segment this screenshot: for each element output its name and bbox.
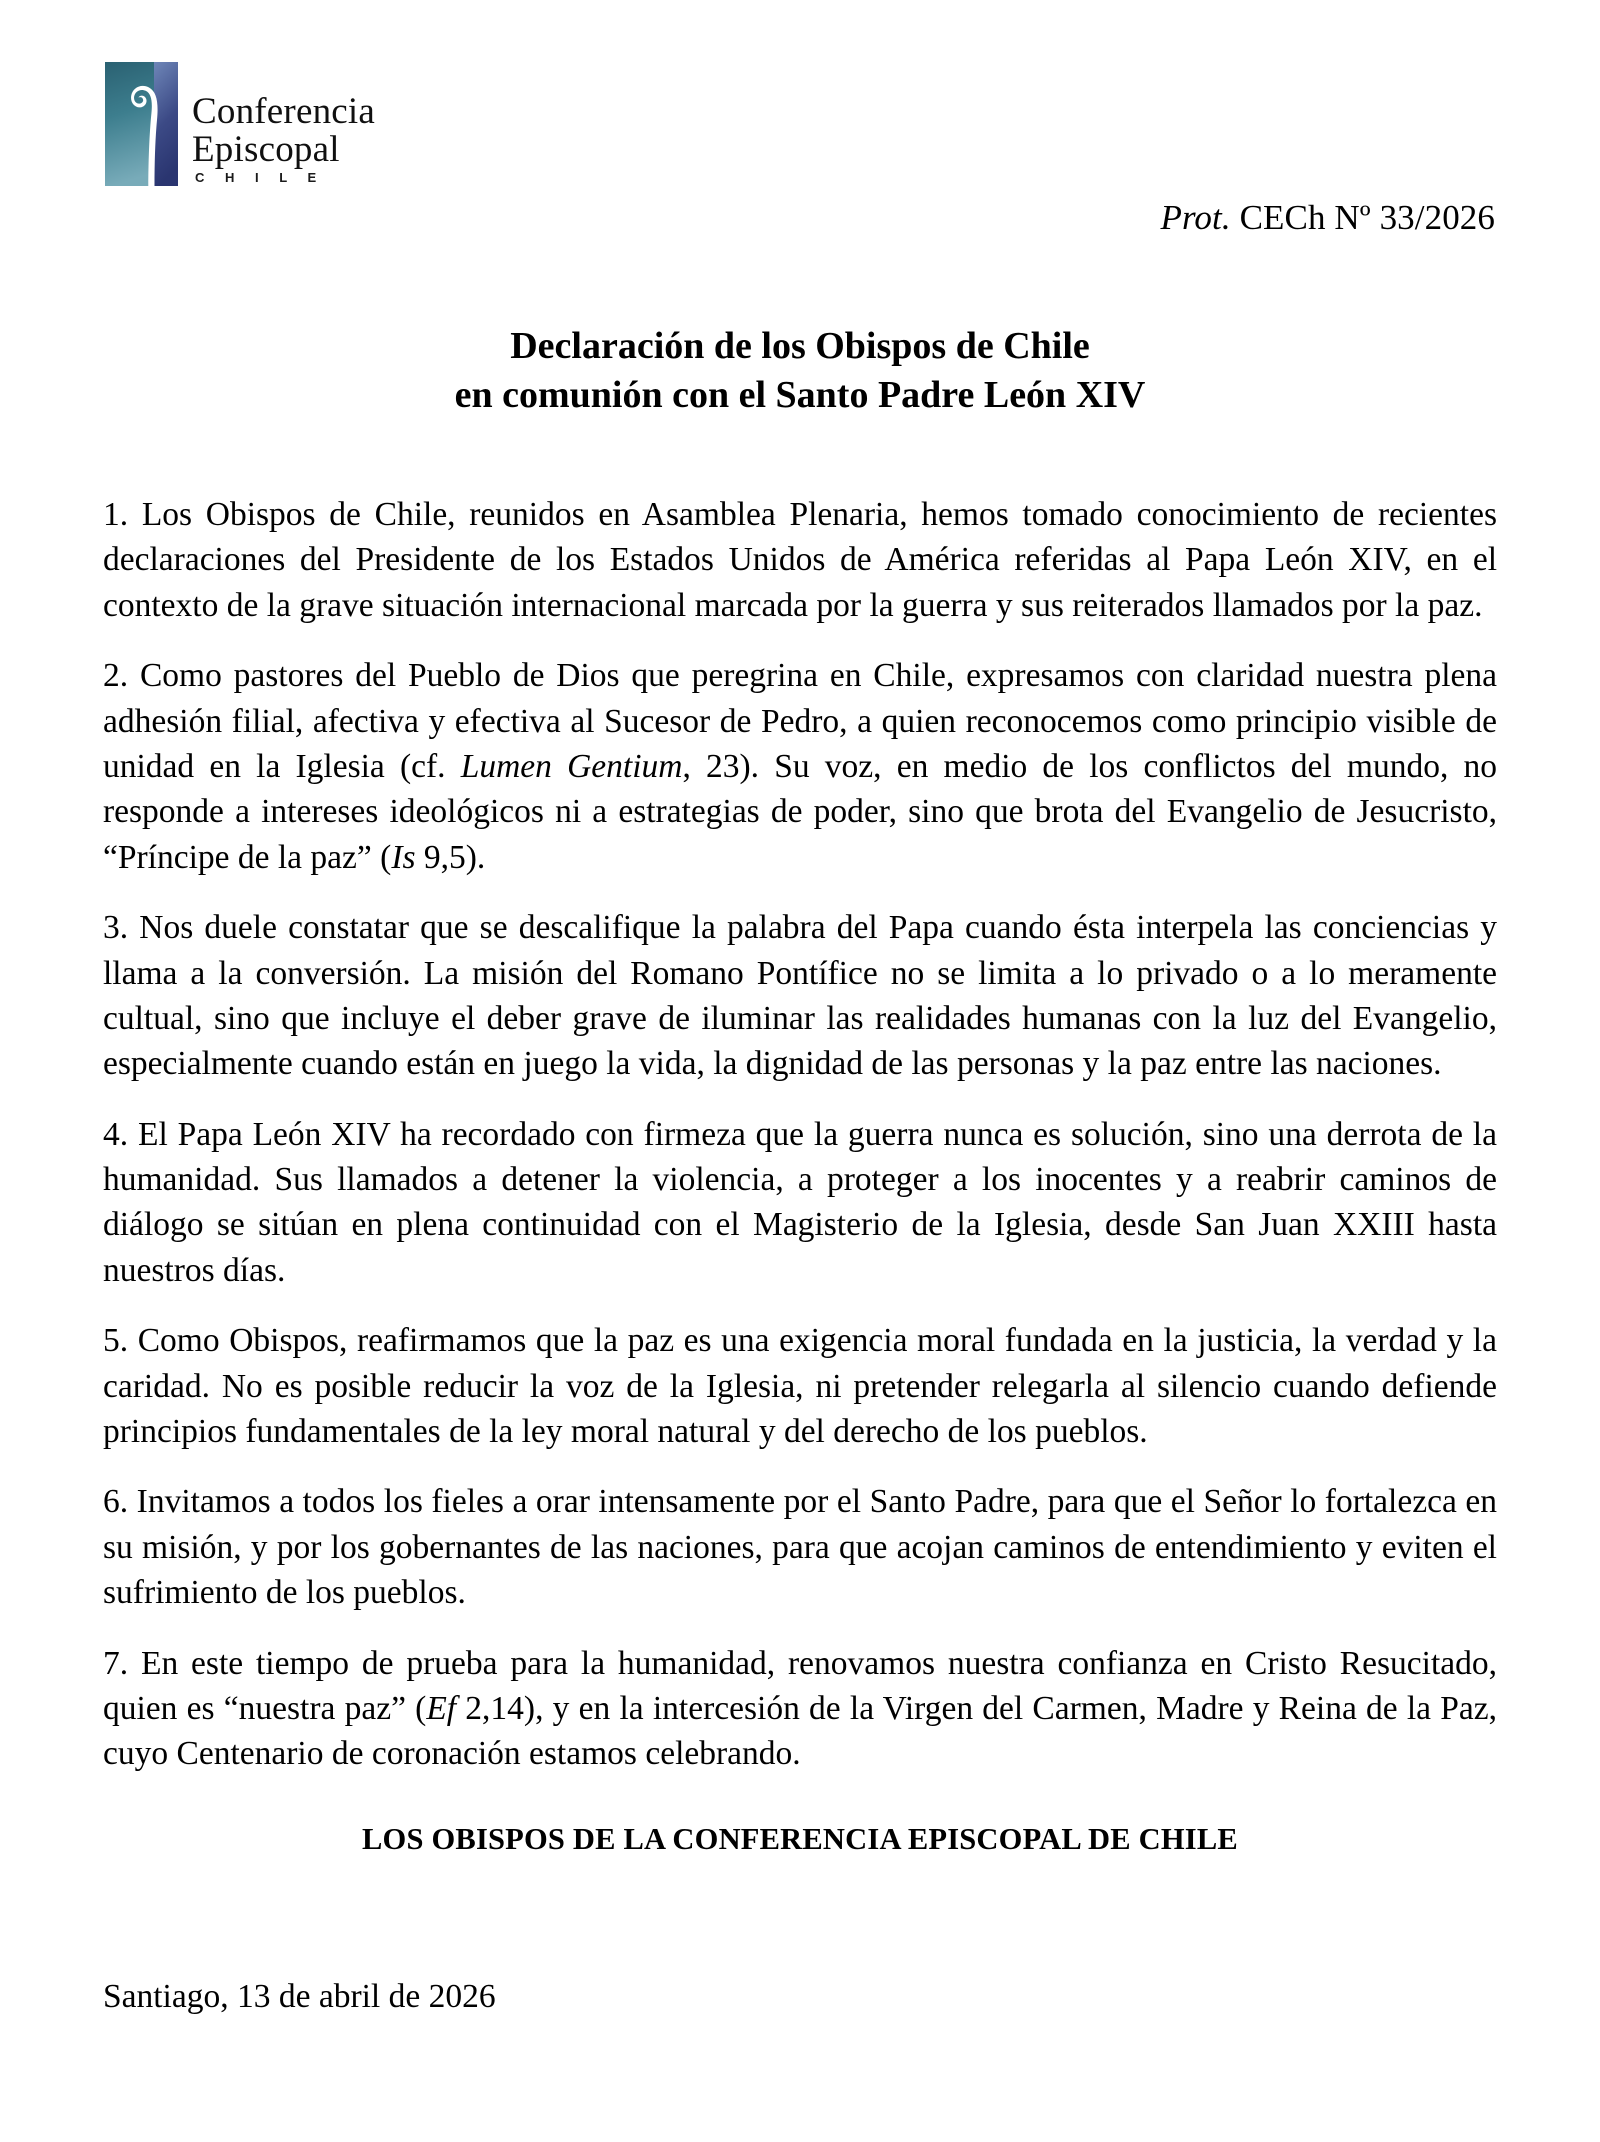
paragraph-7: 7. En este tiempo de prueba para la humanidad, renovamos nuestra confianza en Cristo Resucitado, quien es “nuestra paz” (Ef 2,14), y en la intercesión de la Virgen del Carmen, Madre y Reina de la Paz, cuyo Centenario de coronación estamos celebrando. <box>103 1644 1497 1773</box>
document-header <box>0 0 1600 237</box>
protocol-prefix: Prot. <box>1160 198 1231 237</box>
cech-logo <box>105 62 375 186</box>
signature-line: LOS OBISPOS DE LA CONFERENCIA EPISCOPAL DE CHILE <box>362 1822 1238 1856</box>
logo-line-conferencia: Conferencia <box>192 91 375 132</box>
paragraph-1: 1. Los Obispos de Chile, reunidos en Asamblea Plenaria, hemos tomado conocimiento de recientes declaraciones del Presidente de los Estados Unidos de América referidas al Papa León XIV, en el contexto de la grave situación internacional marcada por la guerra y sus reiterados llamados por la paz. <box>103 496 1497 624</box>
logo-line-episcopal: Episcopal <box>192 129 340 170</box>
document-body <box>103 492 1497 1777</box>
title-line-2: en comunión con el Santo Padre León XIV <box>454 373 1146 416</box>
protocol-value: CECh Nº 33/2026 <box>1230 198 1495 237</box>
paragraph-5: 5. Como Obispos, reafirmamos que la paz es una exigencia moral fundada en la justicia, la verdad y la caridad. No es posible reducir la voz de la Iglesia, ni pretender relegarla al silencio cuando defiende principios fundamentales de la ley moral natural y del derecho de los pueblos. <box>103 1322 1497 1451</box>
place-and-date: Santiago, 13 de abril de 2026 <box>103 1978 496 2015</box>
protocol-number <box>1161 198 1495 238</box>
paragraph-2: 2. Como pastores del Pueblo de Dios que peregrina en Chile, expresamos con claridad nuestra plena adhesión filial, afectiva y efectiva al Sucesor de Pedro, a quien reconocemos como principio visible de unidad en la Iglesia (cf. Lumen Gentium, 23). Su voz, en medio de los conflictos del mundo, no responde a intereses ideológicos ni a estrategias de poder, sino que brota del Evangelio de Jesucristo, “Príncipe de la paz” (Is 9,5). <box>103 657 1497 876</box>
paragraph-4: 4. El Papa León XIV ha recordado con firmeza que la guerra nunca es solución, sino una derrota de la humanidad. Sus llamados a detener la violencia, a proteger a los inocentes y a reabrir caminos de diálogo se sitúan en plena continuidad con el Magisterio de la Iglesia, desde San Juan XXIII hasta nuestros días. <box>103 1115 1497 1289</box>
paragraph-3: 3. Nos duele constatar que se descalifique la palabra del Papa cuando ésta interpela las conciencias y llama a la conversión. La misión del Romano Pontífice no se limita a lo privado o a lo meramente cultual, sino que incluye el deber grave de iluminar las realidades humanas con la luz del Evangelio, especialmente cuando están en juego la vida, la dignidad de las personas y la paz entre las naciones. <box>103 909 1497 1083</box>
page-title <box>0 322 1600 419</box>
cech-logo-wordmark <box>192 93 375 186</box>
paragraph-6: 6. Invitamos a todos los fieles a orar intensamente por el Santo Padre, para que el Señor lo fortalezca en su misión, y por los gobernantes de las naciones, para que acojan caminos de entendimiento y eviten el sufrimiento de los pueblos. <box>103 1483 1497 1612</box>
logo-line-chile: C H I L E <box>195 170 325 185</box>
title-line-1: Declaración de los Obispos de Chile <box>510 325 1090 367</box>
crozier-icon <box>105 62 178 186</box>
